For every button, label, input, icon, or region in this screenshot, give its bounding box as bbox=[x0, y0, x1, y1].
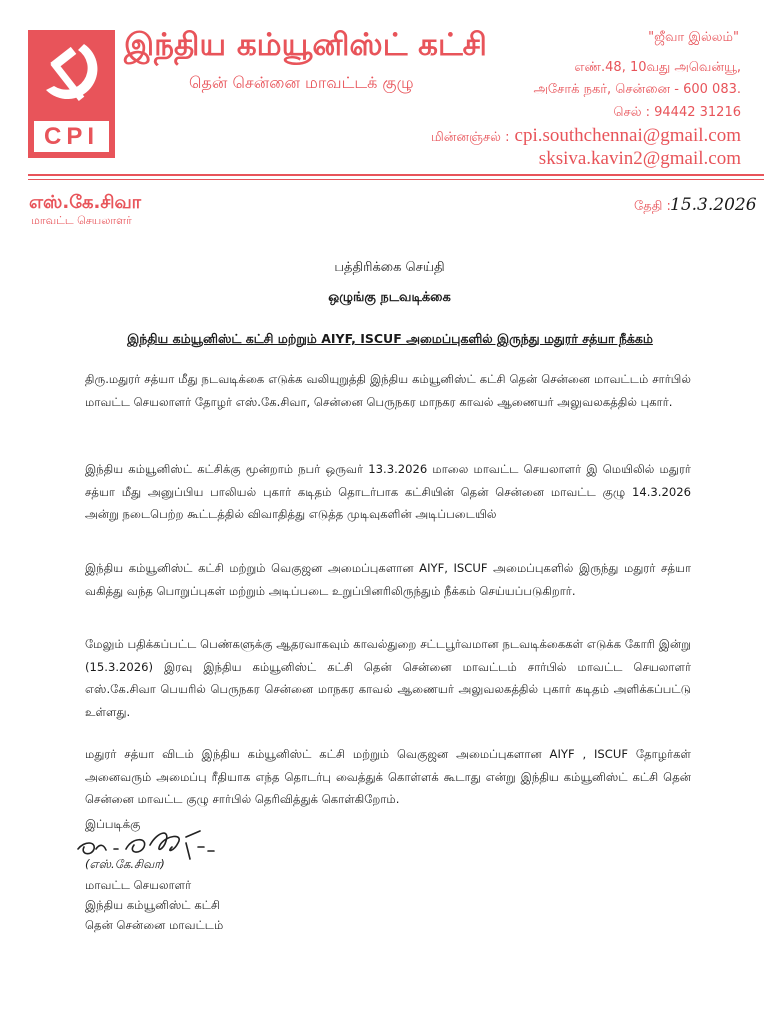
header-divider-thin bbox=[28, 179, 764, 180]
email-address-1[interactable]: cpi.southchennai@gmail.com bbox=[514, 125, 741, 146]
sender-name: எஸ்.கே.சிவா bbox=[29, 192, 142, 213]
email-address-2[interactable]: sksiva.kavin2@gmail.com bbox=[538, 148, 741, 169]
date-value: 15.3.2026 bbox=[670, 195, 757, 215]
paragraph: திரு.மதுரர் சத்யா மீது நடவடிக்கை எடுக்க வலியுறுத்தி இந்திய கம்யூனிஸ்ட் கட்சி தென் சென்னை மாவட்டம் சார்பில் மாவட்ட செயலாளர் தோழர் எஸ்.கே.சிவா, சென்னை பெருநகர மாநகர காவல் ஆணையர் அலுவலகத்தில் புகார். bbox=[85, 372, 691, 409]
cpi-logo bbox=[28, 30, 115, 158]
paragraph: மேலும் பதிக்கப்பட்ட பெண்களுக்கு ஆதரவாகவும் காவல்துறை சட்டபூர்வமான நடவடிக்கைகள் எடுக்க கோரி இன்று (15.3.2026) இரவு இந்திய கம்யூனிஸ்ட் கட்சி தென் சென்னை மாவட்டம் சார்பில் மாவட்ட செயலாளர் எஸ்.கே.சிவா பெயரில் பெருநகர சென்னை மாநகர காவல் ஆணையர் அலுவலகத்தில் புகார் கடிதம் அளிக்கப்பட்டு உள்ளது. bbox=[85, 637, 691, 719]
committee-name: தென் சென்னை மாவட்டக் குழு bbox=[189, 73, 414, 92]
party-name: இந்திய கம்யூனிஸ்ட் கட்சி bbox=[124, 27, 487, 63]
hammer-and-sickle-icon bbox=[34, 36, 109, 118]
paragraph: இந்திய கம்யூனிஸ்ட் கட்சிக்கு மூன்றாம் நபர் ஒருவர் 13.3.2026 மாலை மாவட்ட செயலாளர் இ மெயிலில் மதுரர் சத்யா மீது அனுப்பிய பாலியல் புகார் கடிதம் தொடர்பாக கட்சியின் தென் சென்னை மாவட்ட குழு 14.3.2026 அன்று நடைபெற்ற கூட்டத்தில் விவாதித்து எடுத்த முடிவுகளின் அடிப்படையில் bbox=[85, 462, 691, 521]
signatory-name: (எஸ்.கே.சிவா) bbox=[85, 857, 165, 871]
document-type: பத்திரிக்கை செய்தி bbox=[334, 260, 445, 275]
paragraph: இந்திய கம்யூனிஸ்ட் கட்சி மற்றும் வெகுஜன அமைப்புகளான AIYF, ISCUF அமைப்புகளில் இருந்து மதுரர் சத்யா வகித்து வந்த பொறுப்புகள் மற்றும் அடிப்படை உறுப்பினரிலிருந்தும் நீக்கம் செய்யப்படுகிறார். bbox=[85, 561, 691, 598]
email-line bbox=[431, 125, 741, 147]
sender-title: மாவட்ட செயலாளர் bbox=[31, 214, 132, 227]
address-line-1: எண்.48, 10வது அவென்யூ, bbox=[574, 60, 741, 75]
document-subject: ஒழுங்கு நடவடிக்கை bbox=[328, 290, 451, 305]
headline: இந்திய கம்யூனிஸ்ட் கட்சி மற்றும் AIYF, ISCUF அமைப்புகளில் இருந்து மதுரர் சத்யா நீக்கம் bbox=[127, 331, 653, 346]
signatory-region: தென் சென்னை மாவட்டம் bbox=[85, 918, 224, 932]
logo-text: CPI bbox=[34, 121, 109, 152]
date-label: தேதி : bbox=[634, 199, 671, 214]
address-line-2: அசோக் நகர், சென்னை - 600 083. bbox=[533, 82, 741, 97]
header-divider bbox=[28, 174, 764, 176]
paragraph: மதுரர் சத்யா விடம் இந்திய கம்யூனிஸ்ட் கட்சி மற்றும் வெகுஜன அமைப்புகளான AIYF , ISCUF தோழர்கள் அனைவரும் அமைப்பு ரீதியாக எந்த தொடர்பு வைத்துக் கொள்ளக் கூடாது என்று இந்திய கம்யூனிஸ்ட் கட்சி தென் சென்னை மாவட்ட குழு சார்பில் தெரிவித்துக் கொள்கிறோம். bbox=[85, 747, 691, 806]
email-label: மின்னஞ்சல் : bbox=[430, 130, 510, 145]
signatory-title: மாவட்ட செயலாளர் bbox=[85, 878, 192, 892]
phone-number: செல் : 94442 31216 bbox=[613, 105, 741, 120]
signatory-party: இந்திய கம்யூனிஸ்ட் கட்சி bbox=[85, 898, 221, 912]
house-name: "ஜீவா இல்லம்" bbox=[648, 30, 739, 45]
closing: இப்படிக்கு bbox=[85, 817, 141, 831]
